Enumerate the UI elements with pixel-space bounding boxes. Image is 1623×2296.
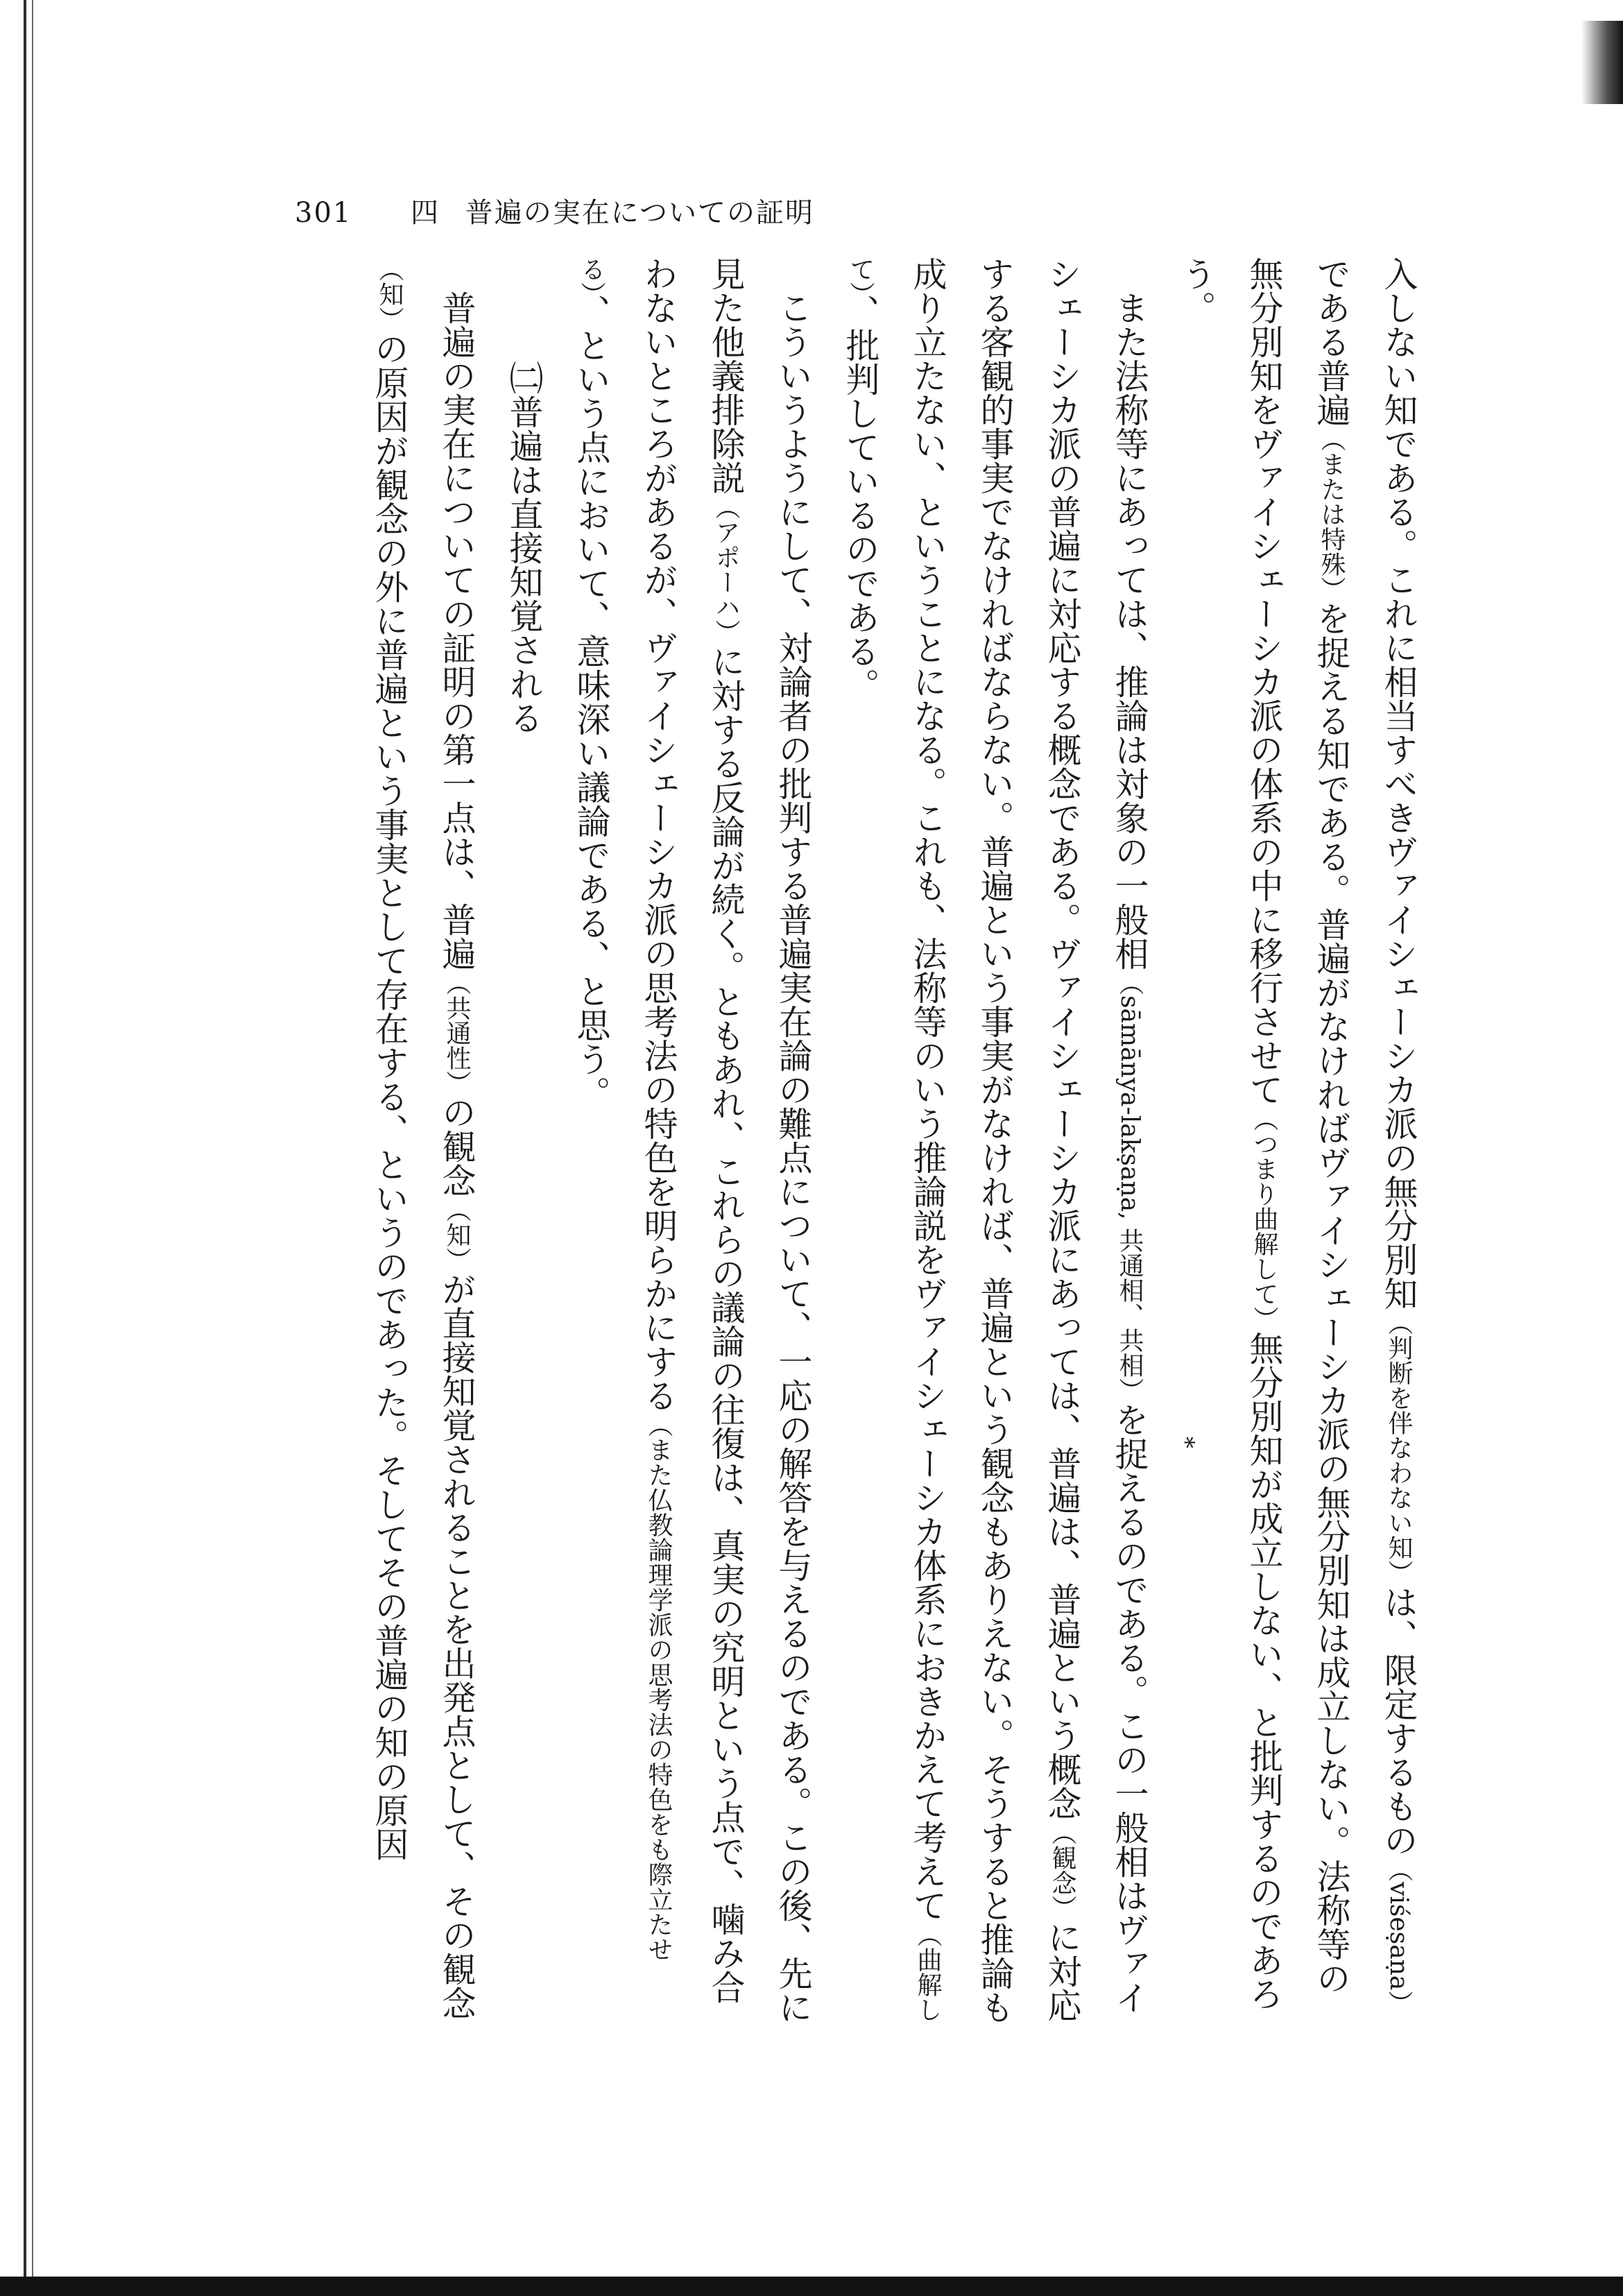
subheading-title: 普遍は直接知覚される <box>504 395 544 735</box>
text-run: 無分別知が成立しない、と批判するのであろう。 <box>1177 257 1284 2011</box>
inline-gloss: （つまり曲解して） <box>1250 1106 1278 1331</box>
paragraph-2 <box>827 257 1163 2025</box>
inline-gloss: （判断を伴なわない知） <box>1384 1310 1413 1585</box>
inline-gloss: （曲解して） <box>846 257 942 2022</box>
text-run: 普遍の実在についての証明の第一点は、普遍 <box>437 291 476 970</box>
vertical-text-block <box>284 257 1432 2025</box>
inline-gloss: （sāmānya-lakṣaṇa, 共通相、共相） <box>1115 970 1144 1403</box>
text-run: 、批判しているのである。 <box>841 294 880 702</box>
text-run: を捉えるのである。この一般相はヴァイシェーシカ派の普遍に対応する概念である。ヴァイシェーシカ派にあっては、普遍は、普遍という概念 <box>1042 257 1149 2014</box>
section-number: 四 <box>411 197 440 229</box>
text-run: が直接知覚されることを出発点として、その観念 <box>437 1272 476 2020</box>
text-run: は、限定するもの <box>1379 1585 1418 1857</box>
paragraph-4 <box>356 257 490 2025</box>
text-run: の観念 <box>437 1095 476 1197</box>
inline-gloss: （または特殊） <box>1317 427 1346 601</box>
text-run: を捉える知である。普遍がなければヴァイシェーシカ派の無分別知は成立しない。法称等の無分別知をヴァイシェーシカ派の体系の中に移行させて <box>1244 257 1351 1995</box>
page-number: 301 <box>295 197 352 229</box>
text-run: に対する反論が続く。ともあれ、これらの議論の往復は、真実の究明という点で、噛み合わないところがあるが、ヴァイシェーシカ派の思考法の特色を明らかにする <box>639 257 746 2004</box>
scan-shadow <box>1581 21 1623 104</box>
scan-bottom-edge <box>0 2277 1623 2296</box>
inline-gloss: （知） <box>443 1197 471 1272</box>
binding-edge-line <box>24 0 26 2296</box>
inline-gloss: （また仏教論理学派の思考法の特色をも際立たせる） <box>577 257 673 1962</box>
paragraph-3 <box>558 257 827 2025</box>
inline-gloss: （viśeṣaṇa） <box>1384 1857 1413 2016</box>
binding-edge-line-inner <box>32 0 33 2296</box>
inline-gloss: （知） <box>375 257 404 332</box>
inline-gloss: （アポーハ） <box>712 495 740 644</box>
text-run: 入しない知である。これに相当すべきヴァイシェーシカ派の無分別知 <box>1379 257 1418 1310</box>
text-run: こういうようにして、対論者の批判する普遍実在論の難点について、一応の解答を与えるのである。この後、先に見た他義排除説 <box>706 257 813 2024</box>
text-run: 、という点において、意味深い議論である、と思う。 <box>572 294 611 1110</box>
text-run: に対応する客観的事実でなければならない。普遍という事実がなければ、普遍という観念もありえない。そうすると推論も成り立たない、ということになる。これも、法称等のいう推論説をヴァイシェーシカ体系におきかえて考えて <box>908 257 1082 2024</box>
paragraph-1 <box>1163 257 1432 2025</box>
inline-gloss: （共通性） <box>443 970 471 1095</box>
text-run: また法称等にあっては、推論は対象の一般相 <box>1110 291 1149 970</box>
text-run: の原因が観念の外に普遍という事実として存在する、というのであった。そしてその普遍の知の原因 <box>370 332 409 1861</box>
text-run: である普遍 <box>1312 257 1351 427</box>
running-header <box>295 191 814 230</box>
inline-gloss: （観念） <box>1048 1820 1076 1920</box>
subheading-number: ㈡ <box>504 361 544 395</box>
subheading <box>490 257 558 2025</box>
section-title: 普遍の実在についての証明 <box>465 197 814 229</box>
